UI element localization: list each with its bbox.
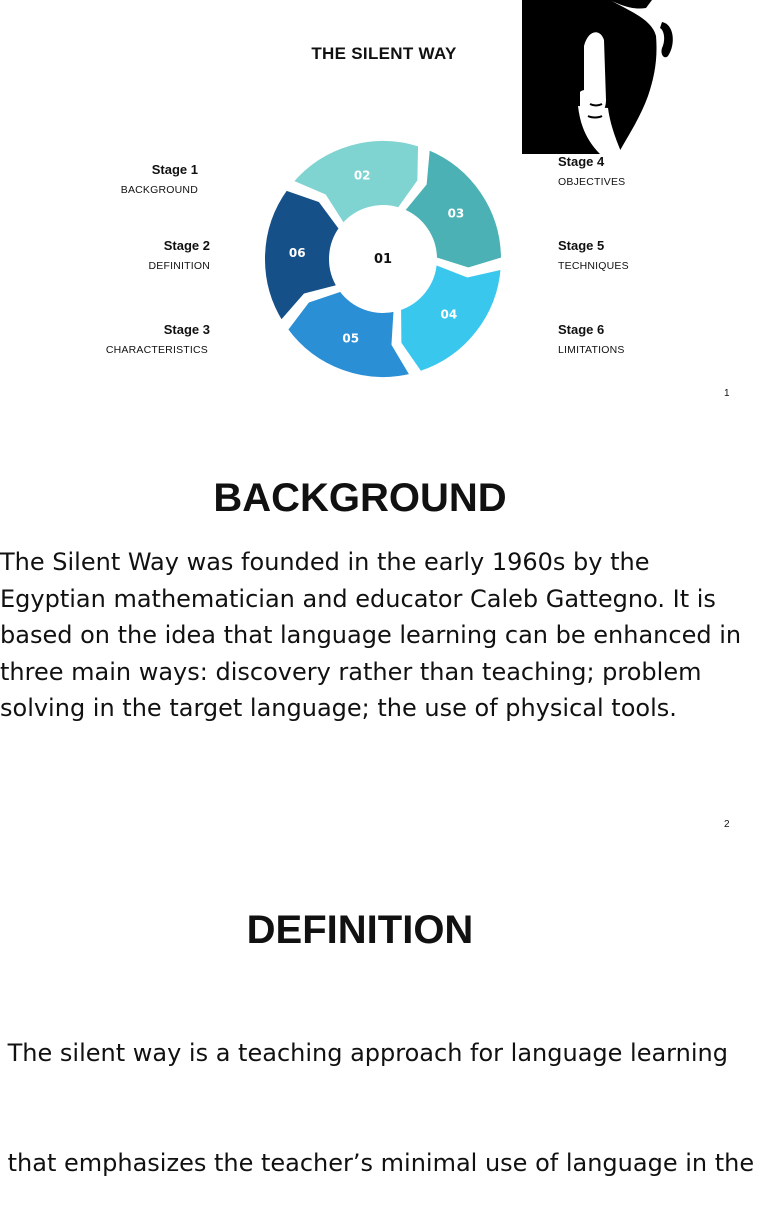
- background-line: based on the idea that language learning can be enhanced in: [0, 621, 742, 649]
- page-number-2: 2: [724, 819, 730, 830]
- cycle-segment-label: 05: [342, 331, 360, 346]
- stage-3-name: Stage 3: [163, 322, 210, 337]
- stage-5-name: Stage 5: [558, 238, 605, 253]
- cycle-segment-label: 06: [288, 246, 306, 261]
- stage-3-label: CHARACTERISTICS: [105, 344, 208, 356]
- background-line: The Silent Way was founded in the early 1960s by the: [0, 548, 650, 576]
- stage-2-name: Stage 2: [163, 238, 210, 253]
- background-line: three main ways: discovery rather than teaching; problem: [0, 657, 702, 686]
- background-heading: BACKGROUND: [213, 476, 507, 520]
- background-paragraph: [0, 544, 768, 727]
- definition-paragraph: [0, 962, 768, 1218]
- stage-4-name: Stage 4: [558, 154, 605, 169]
- stage-1-label: BACKGROUND: [120, 184, 198, 196]
- stage-5-label: TECHNIQUES: [558, 260, 629, 272]
- page-number-1: 1: [724, 388, 730, 399]
- definition-line: The silent way is a teaching approach for language learning: [0, 1039, 728, 1067]
- cycle-center-label: 01: [373, 252, 393, 267]
- cycle-segment-label: 03: [447, 206, 465, 221]
- stage-6-name: Stage 6: [558, 322, 605, 337]
- silence-gesture-image: [522, 0, 681, 154]
- stage-4-label: OBJECTIVES: [558, 176, 626, 188]
- definition-line: that emphasizes the teacher’s minimal use of language in the: [0, 1148, 755, 1177]
- background-line: solving in the target language; the use of physical tools.: [0, 694, 677, 722]
- silence-gesture-icon: [522, 0, 681, 154]
- stage-2-label: DEFINITION: [148, 260, 210, 272]
- slide-title: THE SILENT WAY: [311, 44, 457, 63]
- background-line: Egyptian mathematician and educator Caleb Gattegno. It is: [0, 584, 716, 613]
- cycle-segment-label: 04: [440, 307, 458, 322]
- stage-1-name: Stage 1: [151, 162, 198, 177]
- cycle-segment-label: 02: [353, 168, 371, 183]
- cycle-diagram: [258, 134, 508, 384]
- definition-heading: DEFINITION: [246, 908, 474, 952]
- stage-6-label: LIMITATIONS: [558, 344, 625, 356]
